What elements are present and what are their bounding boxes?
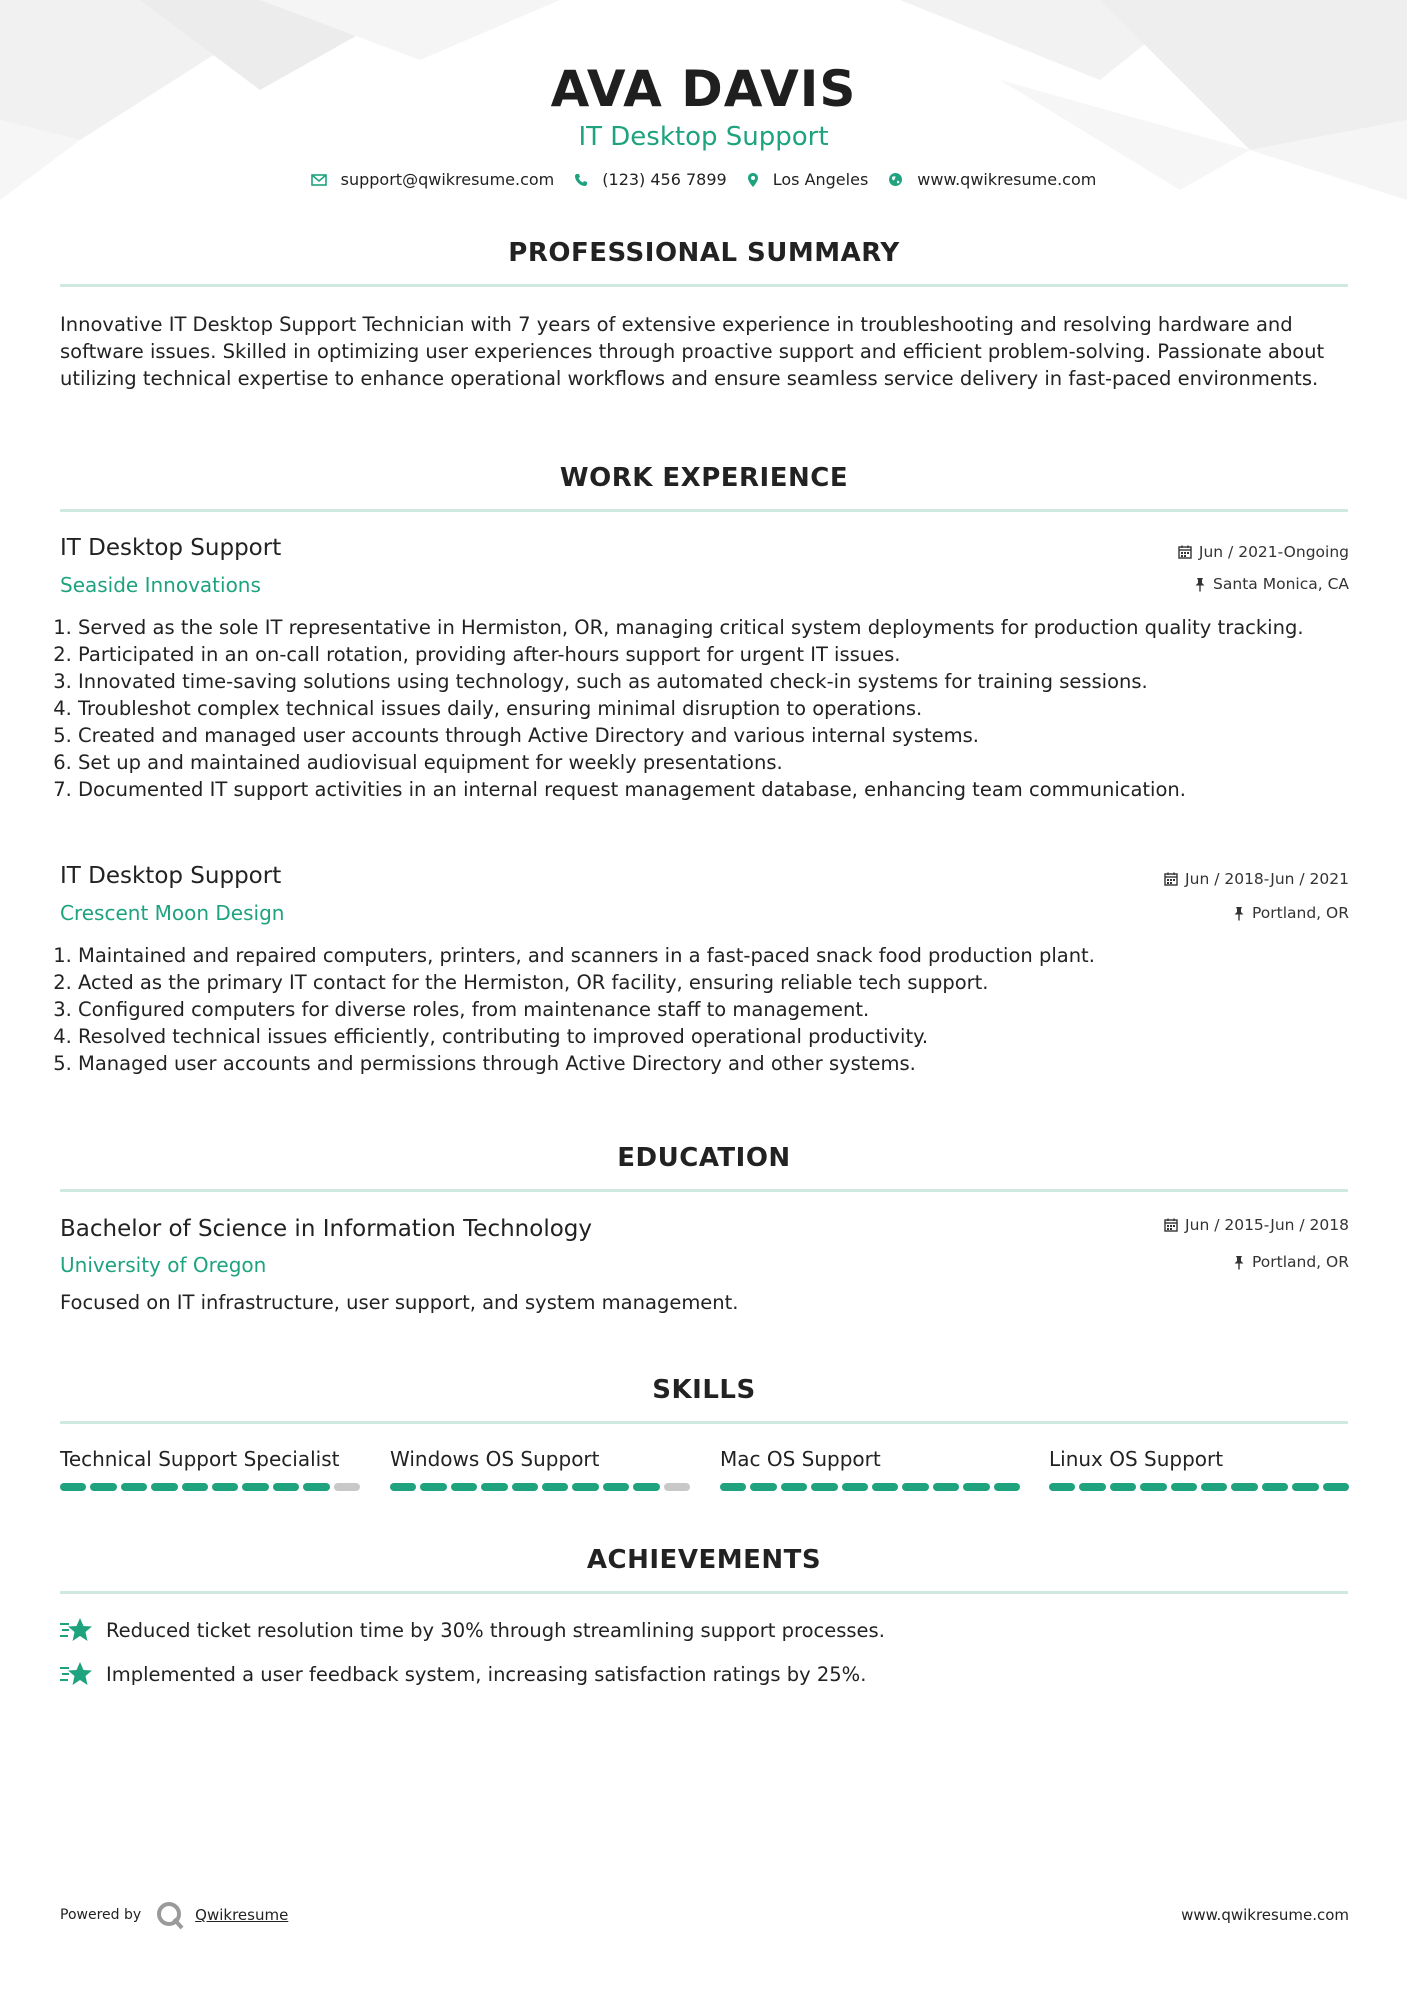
rating-segment-filled: [1262, 1483, 1288, 1491]
list-item: 4. Resolved technical issues efficiently, contributing to improved operational productivity.: [78, 1023, 1368, 1050]
rating-segment-filled: [451, 1483, 477, 1491]
resume-header: [0, 0, 1407, 189]
rating-segment-filled: [242, 1483, 268, 1491]
rating-segment-filled: [902, 1483, 928, 1491]
rating-segment-filled: [933, 1483, 959, 1491]
rating-segment-filled: [720, 1483, 746, 1491]
rating-segment-filled: [842, 1483, 868, 1491]
calendar-icon: [1164, 872, 1178, 886]
list-item: 5. Managed user accounts and permissions through Active Directory and other systems.: [78, 1050, 1368, 1077]
footer-website[interactable]: www.qwikresume.com: [1181, 1906, 1349, 1924]
skill-rating-bar: [1049, 1483, 1349, 1491]
skill-item: [1049, 1447, 1349, 1491]
rating-segment-empty: [664, 1483, 690, 1491]
education-degree: Bachelor of Science in Information Technology: [60, 1216, 592, 1242]
calendar-icon: [1178, 545, 1192, 559]
rating-segment-filled: [750, 1483, 776, 1491]
rating-segment-filled: [182, 1483, 208, 1491]
footer-powered-by: [60, 1900, 288, 1930]
list-item: 3. Configured computers for diverse roles, from maintenance staff to management.: [78, 996, 1368, 1023]
education-location: [1233, 1253, 1349, 1271]
job-1-dates: [1178, 543, 1349, 561]
list-item: 1. Maintained and repaired computers, printers, and scanners in a fast-paced snack food production plant.: [78, 942, 1368, 969]
rating-segment-filled: [1201, 1483, 1227, 1491]
job-1-company: Seaside Innovations: [60, 573, 261, 597]
rating-segment-filled: [1292, 1483, 1318, 1491]
job-2-dates: [1164, 870, 1349, 888]
contact-email[interactable]: [311, 170, 555, 189]
skill-name: Mac OS Support: [720, 1447, 881, 1471]
rating-segment-filled: [390, 1483, 416, 1491]
list-item: 6. Set up and maintained audiovisual equipment for weekly presentations.: [78, 749, 1368, 776]
job-1-dates-text: Jun / 2021-Ongoing: [1198, 543, 1349, 561]
contact-phone[interactable]: [574, 170, 726, 189]
achievement-text: Implemented a user feedback system, increasing satisfaction ratings by 25%.: [106, 1662, 867, 1686]
rating-segment-filled: [1171, 1483, 1197, 1491]
summary-text: Innovative IT Desktop Support Technician with 7 years of extensive experience in troubleshooting and resolving hardware and software issues. Skilled in optimizing user experiences through proactive support and efficient problem-solving. Passionate about utilizing technical expertise to enhance operational workflows and ensure seamless service delivery in fast-paced environments.: [60, 313, 1325, 390]
contact-website[interactable]: [888, 170, 1096, 189]
education-dates: [1164, 1216, 1349, 1234]
education-school: University of Oregon: [60, 1253, 267, 1277]
envelope-icon: [311, 174, 327, 186]
rating-segment-filled: [303, 1483, 329, 1491]
email-text: support@qwikresume.com: [340, 170, 555, 189]
job-2-bullets: [60, 942, 1368, 1077]
education-dates-text: Jun / 2015-Jun / 2018: [1185, 1216, 1349, 1234]
rating-segment-filled: [994, 1483, 1020, 1491]
summary-divider: [60, 284, 1348, 287]
experience-divider: [60, 509, 1348, 512]
skill-rating-bar: [60, 1483, 360, 1491]
star-icon: [60, 1617, 92, 1643]
rating-segment-filled: [572, 1483, 598, 1491]
rating-segment-filled: [872, 1483, 898, 1491]
rating-segment-filled: [603, 1483, 629, 1491]
pushpin-icon: [1233, 906, 1245, 921]
achievements-heading: ACHIEVEMENTS: [586, 1545, 822, 1575]
website-text: www.qwikresume.com: [917, 170, 1097, 189]
star-icon: [60, 1661, 92, 1687]
list-item: 1. Served as the sole IT representative in Hermiston, OR, managing critical system deployments for production quality tracking.: [78, 614, 1368, 641]
rating-segment-filled: [542, 1483, 568, 1491]
list-item: 2. Acted as the primary IT contact for the Hermiston, OR facility, ensuring reliable tech support.: [78, 969, 1368, 996]
qwikresume-logo-icon: [155, 1900, 185, 1930]
skills-divider: [60, 1421, 1348, 1424]
list-item: 2. Participated in an on-call rotation, providing after-hours support for urgent IT issues.: [78, 641, 1368, 668]
skill-item: [720, 1447, 1020, 1491]
job-2-company: Crescent Moon Design: [60, 901, 285, 925]
achievements-divider: [60, 1591, 1348, 1594]
rating-segment-filled: [963, 1483, 989, 1491]
skills-heading: SKILLS: [652, 1375, 756, 1405]
rating-segment-filled: [151, 1483, 177, 1491]
rating-segment-filled: [212, 1483, 238, 1491]
phone-icon: [574, 173, 588, 187]
education-divider: [60, 1189, 1348, 1192]
contact-location: [747, 170, 869, 189]
achievement-item: [60, 1617, 885, 1643]
candidate-role: IT Desktop Support: [578, 122, 829, 152]
achievement-item: [60, 1661, 866, 1687]
list-item: 4. Troubleshot complex technical issues daily, ensuring minimal disruption to operations.: [78, 695, 1368, 722]
job-1-bullets: [60, 614, 1368, 803]
experience-heading: WORK EXPERIENCE: [559, 463, 849, 493]
map-pin-icon: [747, 172, 759, 188]
list-item: 5. Created and managed user accounts through Active Directory and various internal systems.: [78, 722, 1368, 749]
skill-rating-bar: [720, 1483, 1020, 1491]
rating-segment-filled: [481, 1483, 507, 1491]
pushpin-icon: [1194, 577, 1206, 592]
globe-icon: [888, 172, 903, 187]
candidate-name: AVA DAVIS: [550, 60, 857, 118]
contact-bar: [0, 170, 1407, 189]
job-2-dates-text: Jun / 2018-Jun / 2021: [1185, 870, 1349, 888]
rating-segment-filled: [512, 1483, 538, 1491]
skill-rating-bar: [390, 1483, 690, 1491]
rating-segment-filled: [1323, 1483, 1349, 1491]
list-item: 7. Documented IT support activities in an internal request management database, enhancing team communication.: [78, 776, 1368, 803]
job-1-title: IT Desktop Support: [60, 535, 282, 561]
skill-item: [390, 1447, 690, 1491]
rating-segment-filled: [781, 1483, 807, 1491]
powered-by-text: Powered by: [60, 1907, 142, 1923]
rating-segment-filled: [1049, 1483, 1075, 1491]
education-description: Focused on IT infrastructure, user support, and system management.: [60, 1291, 739, 1314]
rating-segment-filled: [273, 1483, 299, 1491]
rating-segment-filled: [420, 1483, 446, 1491]
qwikresume-link[interactable]: Qwikresume: [195, 1906, 289, 1924]
job-1-location-text: Santa Monica, CA: [1213, 575, 1349, 593]
rating-segment-filled: [1140, 1483, 1166, 1491]
education-heading: EDUCATION: [617, 1143, 791, 1173]
skill-name: Technical Support Specialist: [60, 1447, 340, 1471]
job-2-title: IT Desktop Support: [60, 863, 282, 889]
rating-segment-filled: [633, 1483, 659, 1491]
calendar-icon: [1164, 1218, 1178, 1232]
location-text: Los Angeles: [772, 170, 869, 189]
job-2-location-text: Portland, OR: [1251, 904, 1349, 922]
skill-name: Windows OS Support: [390, 1447, 600, 1471]
skill-name: Linux OS Support: [1049, 1447, 1224, 1471]
phone-text: (123) 456 7899: [602, 170, 727, 189]
skill-item: [60, 1447, 360, 1491]
job-2-location: [1233, 904, 1349, 922]
rating-segment-empty: [334, 1483, 360, 1491]
rating-segment-filled: [1079, 1483, 1105, 1491]
summary-heading: PROFESSIONAL SUMMARY: [508, 238, 900, 268]
rating-segment-filled: [1231, 1483, 1257, 1491]
education-location-text: Portland, OR: [1251, 1253, 1349, 1271]
rating-segment-filled: [90, 1483, 116, 1491]
achievement-text: Reduced ticket resolution time by 30% through streamlining support processes.: [106, 1618, 885, 1642]
rating-segment-filled: [1110, 1483, 1136, 1491]
rating-segment-filled: [60, 1483, 86, 1491]
job-1-location: [1194, 575, 1349, 593]
rating-segment-filled: [811, 1483, 837, 1491]
rating-segment-filled: [121, 1483, 147, 1491]
pushpin-icon: [1233, 1255, 1245, 1270]
list-item: 3. Innovated time-saving solutions using technology, such as automated check-in systems for training sessions.: [78, 668, 1368, 695]
